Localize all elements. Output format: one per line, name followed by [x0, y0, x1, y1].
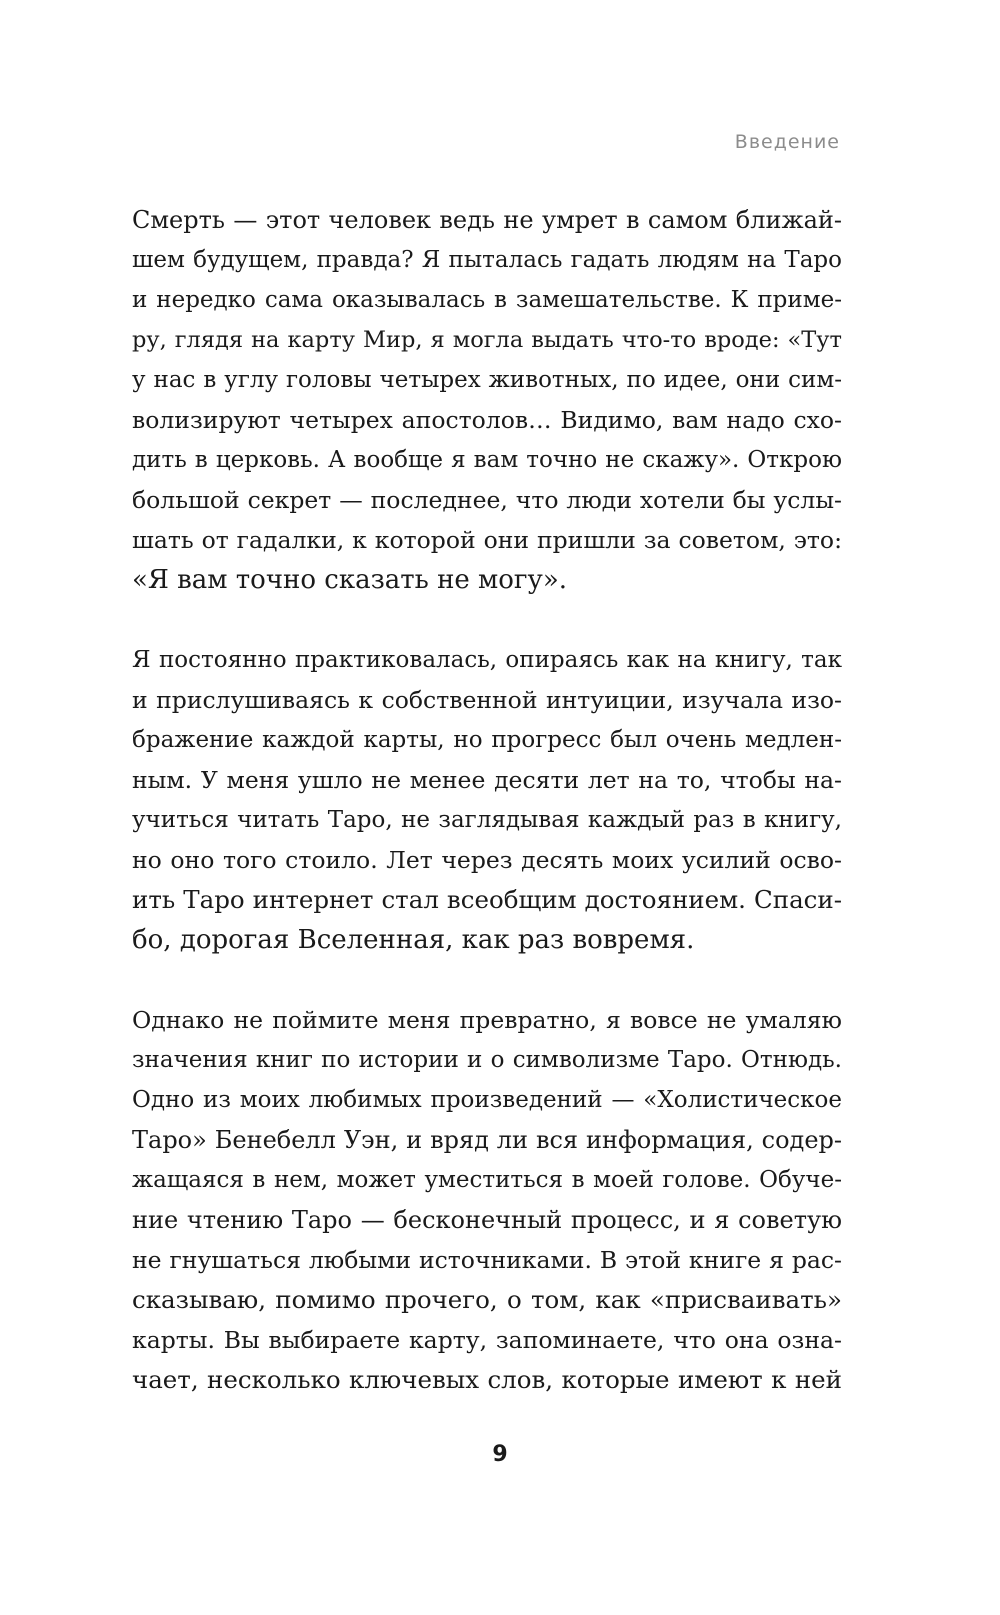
text-line: ру, глядя на карту Мир, я могла выдать что-то вроде: «Тут — [132, 327, 842, 353]
text-line: ным. У меня ушло не менее десяти лет на то, чтобы на- — [132, 766, 842, 794]
text-line: бражение каждой карты, но прогресс был очень медлен- — [132, 727, 842, 753]
text-line: Одно из моих любимых произведений — «Холистическое — [132, 1087, 842, 1113]
paragraph-3 — [132, 1000, 842, 1400]
paragraph-1 — [132, 200, 842, 600]
text-line: у нас в углу головы четырех животных, по идее, они сим- — [132, 367, 842, 393]
text-line: чает, несколько ключевых слов, которые имеют к ней — [132, 1365, 842, 1394]
text-line: Таро» Бенебелл Уэн, и вряд ли вся информация, содер- — [132, 1126, 842, 1154]
text-line: шать от гадалки, к которой они пришли за советом, это: — [132, 526, 842, 554]
text-line: Я постоянно практиковалась, опираясь как на книгу, так — [132, 647, 842, 673]
text-line: ить Таро интернет стал всеобщим достоянием. Спаси- — [132, 885, 842, 914]
text-line: и прислушиваясь к собственной интуиции, изучала изо- — [132, 686, 842, 714]
text-line: Смерть — этот человек ведь не умрет в самом ближай- — [132, 206, 842, 234]
text-line: не гнушаться любыми источниками. В этой книге я рас- — [132, 1246, 842, 1274]
text-line: сказываю, помимо прочего, о том, как «присваивать» — [132, 1285, 842, 1314]
text-line: но оно того стоило. Лет через десять моих усилий осво- — [132, 846, 842, 874]
text-line: большой секрет — последнее, что люди хотели бы услы- — [132, 486, 842, 514]
text-line: ние чтению Таро — бесконечный процесс, и я советую — [132, 1206, 842, 1234]
body-text — [132, 200, 842, 1440]
text-line: бо, дорогая Вселенная, как раз вовремя. — [132, 925, 695, 955]
text-line: и нередко сама оказывалась в замешательстве. К приме- — [132, 287, 842, 313]
text-line: «Я вам точно сказать не могу». — [132, 565, 568, 595]
text-line: учиться читать Таро, не заглядывая каждый раз в книгу, — [132, 807, 842, 833]
text-line: дить в церковь. А вообще я вам точно не скажу». Открою — [132, 447, 842, 473]
text-line: волизируют четырех апостолов… Видимо, вам надо схо- — [132, 406, 842, 434]
text-line: карты. Вы выбираете карту, запоминаете, что она озна- — [132, 1326, 842, 1354]
text-line: жащаяся в нем, может уместиться в моей голове. Обуче- — [132, 1167, 842, 1193]
text-line: шем будущем, правда? Я пыталась гадать людям на Таро — [132, 247, 842, 273]
text-line: значения книг по истории и о символизме Таро. Отнюдь. — [132, 1047, 842, 1073]
page-number: 9 — [492, 1442, 508, 1467]
text-line: Однако не поймите меня превратно, я вовсе не умаляю — [132, 1006, 842, 1034]
running-head: Введение — [734, 131, 840, 153]
paragraph-2 — [132, 640, 842, 960]
